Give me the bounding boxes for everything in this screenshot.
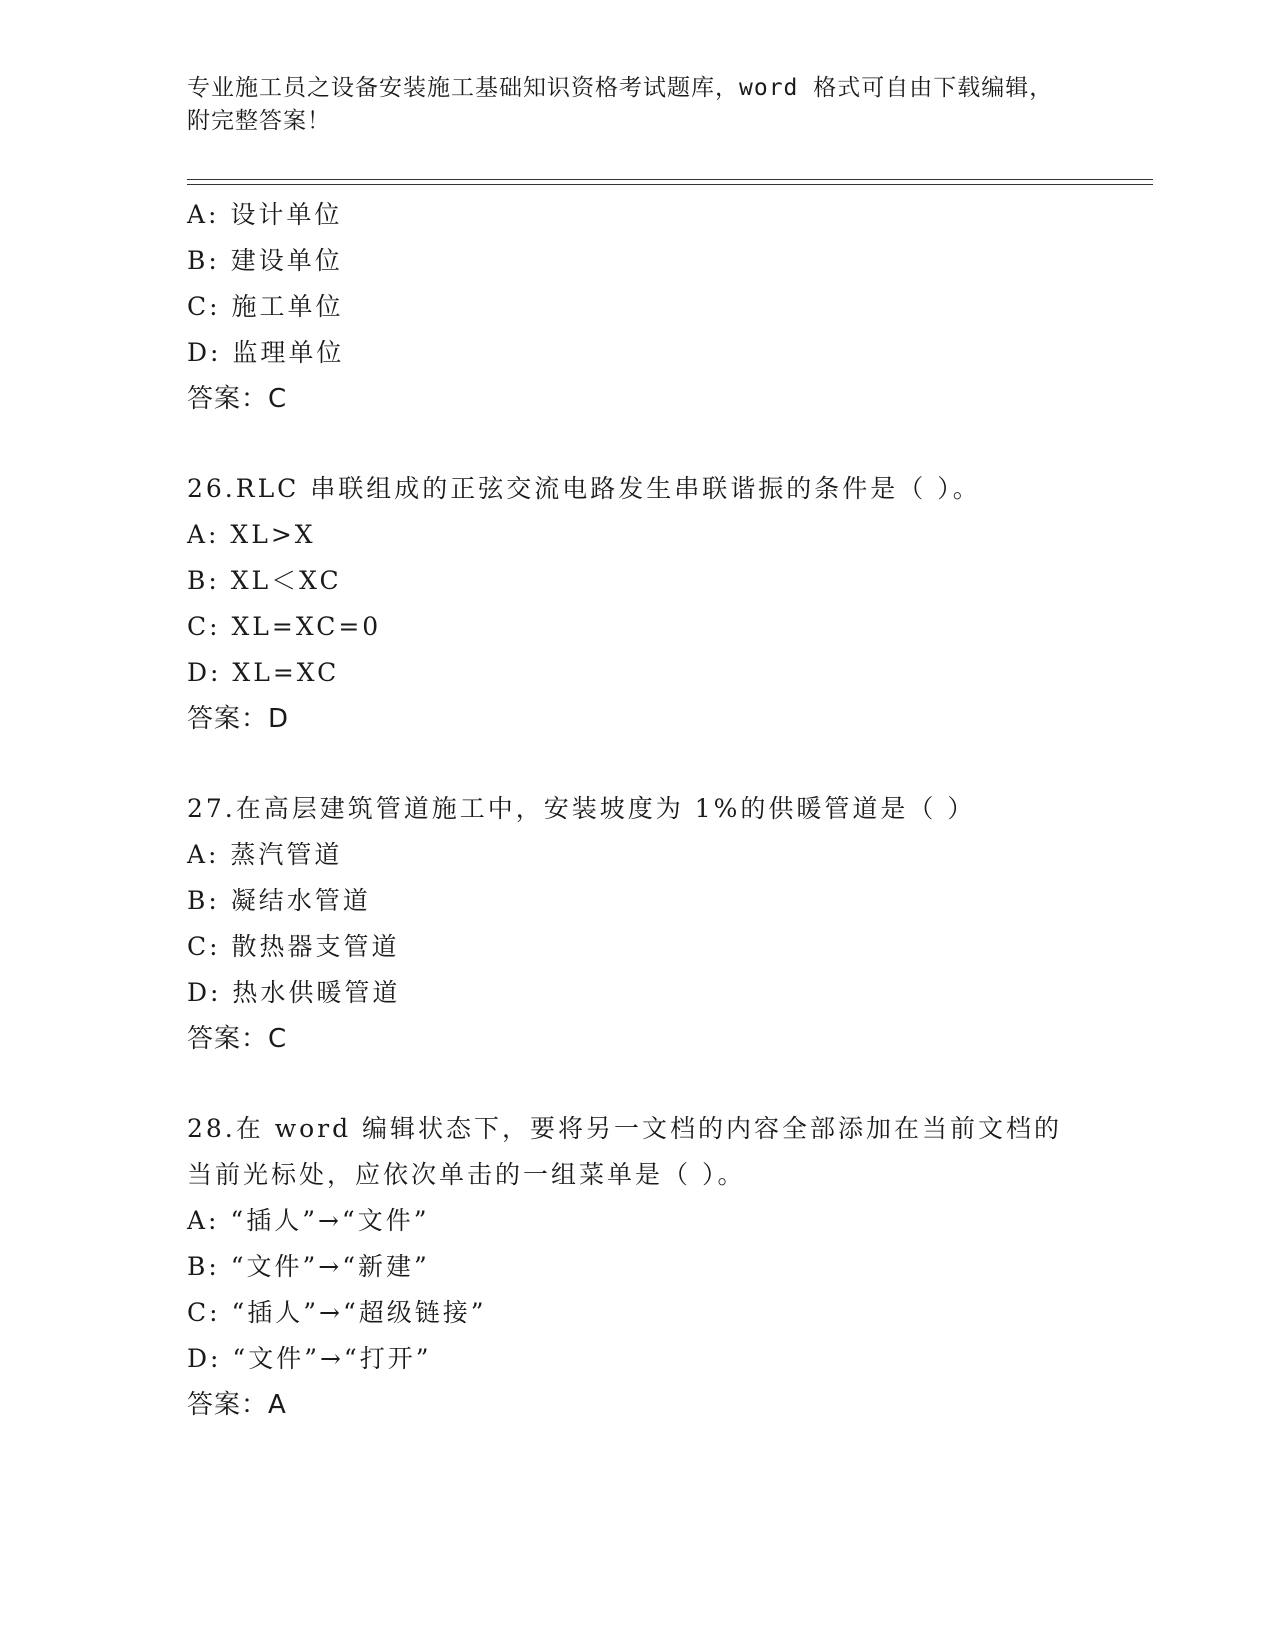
header-divider-top (187, 179, 1153, 180)
answer: 答案：C (187, 384, 288, 414)
option-c: C: “插人”→“超级链接” (187, 1298, 487, 1327)
question-text-line-2: 当前光标处，应依次单击的一组菜单是（ ）。 (187, 1160, 746, 1189)
option-c: C: XL=XC=0 (187, 612, 382, 641)
option-a: A: 蒸汽管道 (187, 840, 343, 869)
option-b: B: “文件”→“新建” (187, 1252, 430, 1281)
option-b: B: 建设单位 (187, 246, 343, 275)
question-text-line-1: 28.在 word 编辑状态下，要将另一文档的内容全部添加在当前文档的 (187, 1114, 1063, 1143)
option-d: D: 监理单位 (187, 338, 345, 367)
question-25 (187, 192, 1147, 422)
option-d: D: XL=XC (187, 658, 340, 687)
option-b: B: XL＜XC (187, 566, 342, 595)
question-27 (187, 786, 1147, 1062)
question-text: 26.RLC 串联组成的正弦交流电路发生串联谐振的条件是（ ）。 (187, 474, 981, 503)
header-line-1: 专业施工员之设备安装施工基础知识资格考试题库，word 格式可自由下载编辑， (187, 75, 1054, 101)
option-a: A: 设计单位 (187, 200, 343, 229)
question-list (187, 192, 1147, 1428)
option-c: C: 施工单位 (187, 292, 344, 321)
option-a: A: “插人”→“文件” (187, 1206, 430, 1235)
question-26 (187, 466, 1147, 742)
spacer (187, 742, 1147, 786)
option-a: A: XL>X (187, 520, 316, 549)
question-text: 27.在高层建筑管道施工中，安装坡度为 1%的供暖管道是（ ） (187, 794, 976, 823)
answer: 答案：A (187, 1390, 287, 1420)
answer: 答案：D (187, 704, 290, 734)
header-line-2: 附完整答案！ (187, 108, 331, 134)
option-b: B: 凝结水管道 (187, 886, 371, 915)
option-c: C: 散热器支管道 (187, 932, 400, 961)
header-divider-bottom (187, 184, 1153, 185)
spacer (187, 422, 1147, 466)
question-28 (187, 1106, 1147, 1428)
page-header (187, 72, 1087, 138)
answer: 答案：C (187, 1024, 288, 1054)
option-d: D: 热水供暖管道 (187, 978, 401, 1007)
spacer (187, 1062, 1147, 1106)
option-d: D: “文件”→“打开” (187, 1344, 432, 1373)
